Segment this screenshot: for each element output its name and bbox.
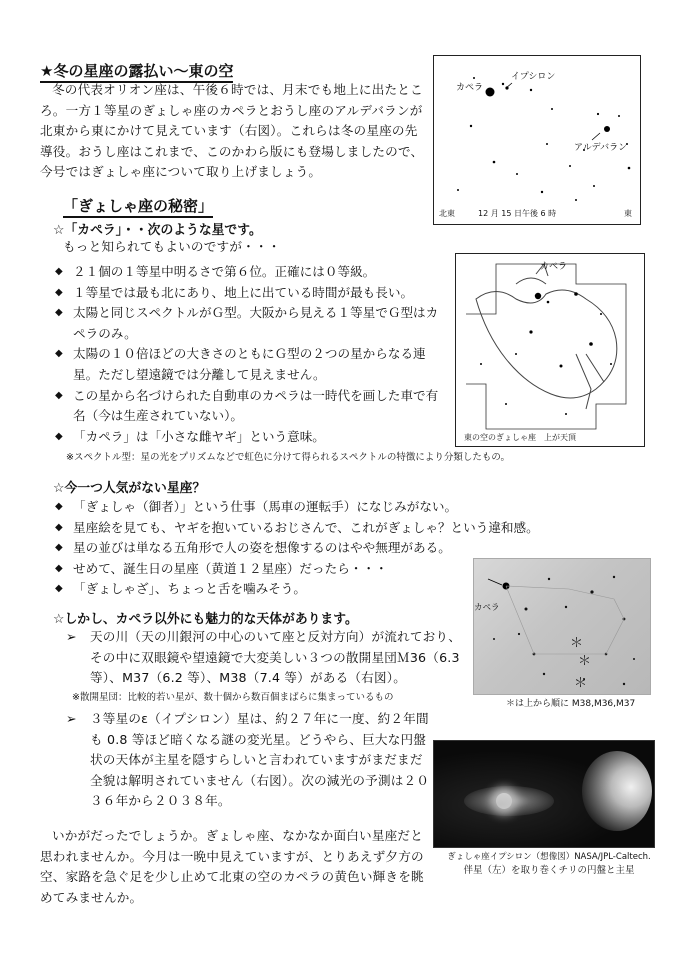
sky-label-northeast: 北東 [439, 209, 455, 218]
capella-list [53, 262, 443, 447]
list-item: ◆ 「カペラ」は「小さな雌ヤギ」という意味。 [55, 428, 325, 444]
list-item: ◆ この星から名づけられた自動車のカペラは一時代を画した車で有名（今は生産されていない）。 [55, 387, 439, 424]
cluster-photo [473, 558, 651, 695]
epsilon-artwork [433, 740, 655, 848]
open-cluster-note: ※散開星団：比較的若い星が、数十個から数百個まばらに集まっているもの [72, 692, 394, 703]
sky-label-epsilon: イプシロン [511, 72, 556, 82]
list-item: ◆ 「ぎょしゃざ」、ちょっと舌を噛みそう。 [55, 581, 306, 597]
secret-heading: 「ぎょしゃ座の秘密」 [63, 197, 213, 218]
list-item: ◆ ２１個の１等星中明るさで第６位。正確には０等級。 [55, 264, 376, 279]
page-title: ★冬の星座の露払い〜東の空 [40, 62, 233, 83]
spectral-note: ※スペクトル型：星の光をプリズムなどで虹色に分けて得られるスペクトルの特徴により分類したもの。 [66, 452, 511, 463]
cluster-m38-marker: ＊ [570, 636, 584, 651]
capella-intro: もっと知られてもよいのですが・・・ [63, 239, 281, 254]
closing-paragraph: いかがだったでしょうか。ぎょしゃ座、なかなか面白い星座だと思われませんか。今月は一晩中見えていますが、とりあえず夕方の空、家路を急ぐ足を少し止めて北東の空のカペラの黄色い輝きを眺めてみませんか。 [40, 828, 424, 905]
list-item: ◆ 星の並びは単なる五角形で人の姿を想像するのはやや無理がある。 [55, 540, 451, 556]
list-item: ◆ 太陽の１０倍ほどの大きさのともにＧ型の２つの星からなる連星。ただし望遠鏡では分離して見えません。 [55, 346, 426, 382]
attraction-item-1: ➢ 天の川（天の川銀河の中心のいて座と反対方向）が流れており、その中に双眼鏡や望遠鏡で大変美しい３つの散開星団Ｍ36（6.3 等）、M37（6.2 等）、M38（7.4 等）がある（右図）。 [66, 629, 462, 685]
unpopular-heading: ☆今一つ人気がない星座？ [53, 481, 206, 496]
cluster-label-capella: カペラ [474, 603, 500, 613]
capella-heading: ☆「カペラ」・・次のような星です。 [53, 223, 262, 238]
auriga-caption: 東の空のぎょしゃ座 上が天頂 [464, 433, 576, 442]
auriga-label-capella: カペラ [540, 262, 568, 272]
auriga-illustration [456, 254, 644, 446]
list-item: ◆ 「ぎょしゃ（御者）」という仕事（馬車の運転手）になじみがない。 [55, 499, 458, 514]
east-sky-paragraph: 冬の代表オリオン座は、午後６時では、月末でも地上に出たところ。一方１等星のぎょしゃ座のカペラとおうし座のアルデバランが北東から東にかけて見えています（右図）。これらは冬の星座の先導役。おうし座はこれまで、このかわら版にも登場しましたので、今号ではぎょしゃ座について取り上げましょう。 [40, 82, 424, 179]
arrow-bullet-icon: ➢ [66, 629, 77, 644]
attraction-item-2: ➢ ３等星のε（イプシロン）星は、約２７年に一度、約２年間も 0.8 等ほど暗くなる謎の変光星。どうやら、巨大な円盤状の天体が主星を隠すらしいと言われていますがまだまだ全貌は解明されていません（右図）。次の減光の予測は２０３６年から２０３８年。 [66, 711, 430, 808]
attraction-heading: ☆しかし、カペラ以外にも魅力的な天体があります。 [53, 612, 358, 627]
list-item: ◆ せめて、誕生日の星座（黄道１２星座）だったら・・・ [55, 560, 388, 576]
auriga-figure [455, 253, 645, 447]
sky-label-aldebaran: アルデバラン [574, 143, 628, 153]
sky-label-east: 東 [624, 209, 632, 218]
sky-label-date: 12 月 15 日午後 6 時 [478, 209, 557, 218]
list-item: ◆ 星座絵を見ても、ヤギを抱いているおじさんで、これがぎょしゃ？という違和感。 [55, 519, 539, 535]
cluster-m37-marker: ＊ [574, 676, 588, 691]
epsilon-caption-1: ぎょしゃ座イプシロン（想像図）NASA/JPL-Caltech. [447, 852, 651, 862]
cluster-m36-marker: ＊ [578, 654, 592, 669]
list-item: ◆ 太陽と同じスペクトルがＧ型。大阪から見える１等星でＧ型はカペラのみ。 [55, 305, 439, 341]
sky-label-capella: カペラ [456, 83, 484, 93]
arrow-bullet-icon: ➢ [66, 711, 77, 726]
cluster-stars [474, 559, 650, 694]
sky-chart [433, 55, 641, 225]
cluster-caption: ＊は上から順に M38,M36,M37 [506, 699, 636, 709]
list-item: ◆ １等星では最も北にあり、地上に出ている時間が最も長い。 [55, 284, 414, 300]
epsilon-caption-2: 伴星（左）を取り巻くチリの円盤と主星 [463, 865, 635, 876]
